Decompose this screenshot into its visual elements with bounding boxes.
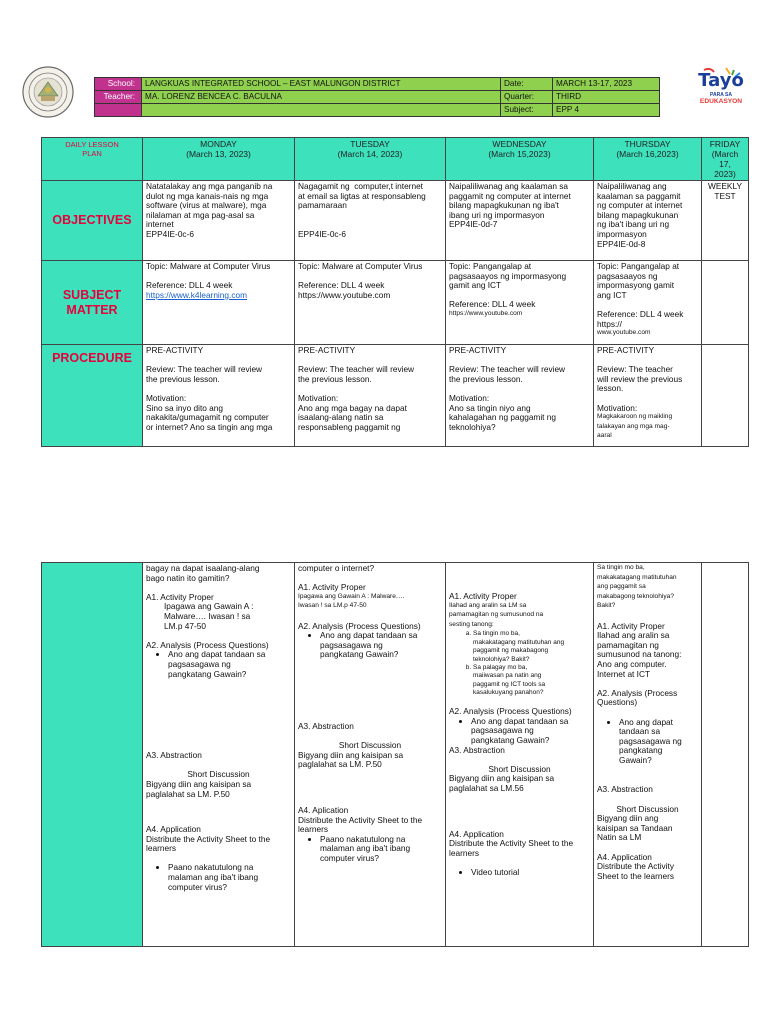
text-line: malaman ang iba't ibang bbox=[168, 872, 259, 883]
dlp-title bbox=[42, 138, 143, 181]
application-list bbox=[146, 863, 291, 892]
text-line: Bigyang diin ang bbox=[597, 813, 659, 824]
topic: gamit ang ICT bbox=[449, 280, 502, 291]
logo-sub-text-2: EDUKASYON bbox=[699, 98, 743, 105]
procedure-continued-wednesday bbox=[446, 563, 594, 947]
text-line: bilang mapagkukunan bbox=[597, 209, 679, 220]
objectives-wednesday bbox=[446, 181, 594, 261]
procedure-continued-thursday bbox=[594, 563, 702, 947]
procedure-friday bbox=[702, 345, 749, 447]
pre-activity-heading: PRE-ACTIVITY bbox=[146, 345, 204, 355]
objectives-friday bbox=[702, 181, 749, 261]
analysis-question bbox=[320, 631, 442, 660]
topic: pagsasaayos ng impormasyong bbox=[449, 270, 567, 281]
text-line: nilalaman at mga pag-asal sa bbox=[146, 209, 255, 220]
application-heading: A4. Aplication bbox=[298, 804, 349, 815]
text-line: at email sa ligtas at responsableng bbox=[298, 190, 426, 201]
text-line: pangkatang Gawain? bbox=[471, 735, 550, 745]
school-name: LANGKUAS INTEGRATED SCHOOL – EAST MALUNGON DISTRICT bbox=[142, 78, 501, 91]
text-line: Ilahad ang aralin sa bbox=[597, 630, 670, 641]
school-seal-icon bbox=[22, 66, 74, 118]
reference-link: https://www.youtube.com bbox=[298, 289, 391, 300]
text-line: internet bbox=[146, 219, 174, 230]
short-discussion: Short Discussion bbox=[616, 803, 679, 814]
text-line: Distribute the Activity Sheet to the bbox=[146, 833, 271, 844]
objectives-tuesday bbox=[295, 181, 446, 261]
pre-activity-heading: PRE-ACTIVITY bbox=[298, 345, 356, 355]
date-label: Date: bbox=[501, 78, 553, 91]
day-name: THURSDAY bbox=[624, 139, 671, 149]
subject-matter-tuesday bbox=[295, 261, 446, 345]
pre-activity-heading: PRE-ACTIVITY bbox=[449, 345, 507, 355]
text-line: pagsasagawa ng bbox=[471, 725, 534, 736]
text-line: paglalahat sa LM. P.50 bbox=[146, 788, 230, 799]
school-label: School: bbox=[95, 78, 142, 91]
motivation-heading: Motivation: bbox=[298, 392, 339, 403]
application-list bbox=[298, 835, 442, 864]
school-info-table bbox=[94, 77, 660, 117]
analysis-list bbox=[449, 717, 590, 746]
day-date: (March 15,2023) bbox=[488, 149, 551, 159]
text-line: kahalagahan ng paggamit ng bbox=[449, 412, 557, 423]
text-line: Naipaliliwanag ang kaalaman sa bbox=[449, 181, 568, 191]
text-line: paglalahat sa LM. P.50 bbox=[298, 759, 382, 770]
text-line: pangkatang bbox=[619, 745, 663, 756]
text-line: computer virus? bbox=[168, 881, 228, 892]
text-line: ng iba't ibang uri ng bbox=[597, 219, 670, 230]
topic: Topic: Malware at Computer Virus bbox=[146, 261, 271, 271]
abstraction-heading: A3. Abstraction bbox=[449, 744, 505, 755]
activity-questions-list bbox=[449, 630, 590, 697]
analysis-heading-cont: Questions) bbox=[597, 697, 638, 708]
day-header-wednesday bbox=[446, 138, 594, 181]
motivation-heading: Motivation: bbox=[597, 402, 638, 413]
teacher-label: Teacher: bbox=[95, 91, 142, 104]
short-discussion: Short Discussion bbox=[187, 769, 250, 780]
quarter-label: Quarter: bbox=[501, 91, 553, 104]
text-line: Bigyang diin ang kaisipan sa bbox=[449, 773, 555, 784]
text-line: Ipagawa ang Gawain A : Malware…. bbox=[298, 592, 405, 600]
logo-main-text: Tayo bbox=[698, 70, 744, 91]
quarter-value: THIRD bbox=[553, 91, 660, 104]
motivation-heading: Motivation: bbox=[449, 392, 490, 403]
text-line: dulot ng mga kanais-nais ng mga bbox=[146, 190, 269, 201]
text-line: Bakit? bbox=[597, 602, 616, 610]
short-discussion: Short Discussion bbox=[488, 763, 551, 774]
text-line: teknolohiya? Bakit? bbox=[473, 655, 530, 663]
text-line: sumusunod na tanong: bbox=[597, 649, 682, 660]
weekly-test-line: TEST bbox=[714, 190, 736, 201]
dlp-title-line-2: PLAN bbox=[82, 149, 102, 158]
text-line: Ano ang mga bagay na dapat bbox=[298, 402, 407, 413]
text-line: kaalaman sa paggamit bbox=[597, 190, 681, 201]
day-header-friday bbox=[702, 138, 749, 181]
procedure-continued-monday bbox=[143, 563, 295, 947]
text-line: responsableng paggamit ng bbox=[298, 421, 401, 432]
application-heading: A4. Application bbox=[449, 828, 504, 839]
text-line: Bigyang diin ang kaisipan sa bbox=[298, 749, 404, 760]
analysis-question bbox=[471, 717, 590, 746]
analysis-heading: A2. Analysis (Process bbox=[597, 687, 678, 698]
day-name: TUESDAY bbox=[350, 139, 390, 149]
logo-sub-text-1: PARA SA bbox=[710, 92, 732, 98]
text-line: pagsasagawa ng bbox=[619, 735, 682, 746]
analysis-list bbox=[298, 631, 442, 660]
reference: Reference: DLL 4 week bbox=[146, 280, 233, 291]
abstraction-heading: A3. Abstraction bbox=[597, 784, 653, 795]
text-line: learners bbox=[146, 843, 176, 854]
text-line: or internet? Ano sa tingin ang mga bbox=[146, 421, 273, 432]
text-line: computer virus? bbox=[320, 852, 380, 863]
text-line: Review: The teacher will review bbox=[298, 364, 415, 375]
competency-code: EPP4IE-0c-6 bbox=[146, 228, 194, 239]
text-line: learners bbox=[449, 847, 479, 858]
competency-code: EPP4IE-0d-8 bbox=[597, 238, 646, 249]
text-line: bagay na dapat isaalang-alang bbox=[146, 563, 260, 573]
text-line: Sa palagay mo ba, bbox=[473, 664, 528, 671]
text-line: Review: The teacher will review bbox=[146, 364, 263, 375]
activity-proper-heading: A1. Activity Proper bbox=[597, 620, 665, 631]
text-line: aaral bbox=[597, 432, 612, 440]
day-header-monday bbox=[143, 138, 295, 181]
text-line: Ano ang dapat bbox=[619, 716, 673, 727]
text-line: pamamaraan bbox=[298, 200, 347, 211]
text-line: ibang uri ng impormasyon bbox=[449, 209, 545, 220]
procedure-monday bbox=[143, 345, 295, 447]
text-line: pangkatang Gawain? bbox=[168, 668, 247, 679]
text-line: maiiwasan pa natin ang bbox=[473, 672, 542, 680]
procedure-label: PROCEDURE bbox=[42, 345, 143, 447]
subject-matter-monday bbox=[143, 261, 295, 345]
day-header-tuesday bbox=[295, 138, 446, 181]
activity-question bbox=[473, 630, 590, 664]
activity-proper-heading: A1. Activity Proper bbox=[298, 582, 366, 593]
teacher-name: MA. LORENZ BENCEA C. BACULNA bbox=[142, 91, 501, 104]
text-line: Sheet to the learners bbox=[597, 870, 675, 881]
text-line: Ano ang dapat tandaan sa bbox=[471, 715, 569, 726]
day-date: (March 17, bbox=[711, 149, 739, 169]
activity-proper-heading: A1. Activity Proper bbox=[146, 591, 214, 602]
topic: pagsasaayos ng bbox=[597, 270, 658, 281]
activity-proper-heading: A1. Activity Proper bbox=[449, 591, 517, 601]
label-line: SUBJECT bbox=[62, 287, 122, 302]
text-line: will review the previous bbox=[597, 373, 683, 384]
text-line: Bigyang diin ang kaisipan sa bbox=[146, 778, 252, 789]
text-line: makabagong teknolohiya? bbox=[597, 592, 674, 600]
analysis-list bbox=[146, 650, 291, 679]
application-heading: A4. Application bbox=[146, 824, 201, 835]
text-line: Ipagawa ang Gawain A : bbox=[164, 601, 254, 612]
text-line: Ano ang dapat tandaan sa bbox=[168, 649, 266, 660]
competency-code: EPP4IE-0d-7 bbox=[449, 219, 498, 230]
text-line: Sa tingin mo ba, bbox=[597, 564, 645, 571]
application-question bbox=[320, 835, 442, 864]
topic: Topic: Pangangalap at bbox=[449, 261, 532, 271]
short-discussion: Short Discussion bbox=[338, 740, 402, 751]
subject-value: EPP 4 bbox=[553, 104, 660, 117]
text-line: ng computer at internet bbox=[597, 200, 683, 211]
subject-matter-thursday bbox=[594, 261, 702, 345]
procedure-wednesday bbox=[446, 345, 594, 447]
reference: Reference: DLL 4 week bbox=[449, 299, 536, 310]
text-line: Sa tingin mo ba, bbox=[473, 630, 520, 638]
text-line: nakakita/gumagamit ng computer bbox=[146, 412, 269, 423]
text-line: paglalahat sa LM.56 bbox=[449, 782, 524, 793]
text-line: learners bbox=[298, 824, 328, 835]
blank-value-cell bbox=[142, 104, 501, 117]
application-heading: A4. Application bbox=[597, 851, 652, 862]
text-line: Internet at ICT bbox=[597, 668, 651, 679]
tayo-logo bbox=[696, 66, 746, 118]
application-item: • Video tutorial bbox=[471, 868, 590, 878]
pre-activity-heading: PRE-ACTIVITY bbox=[597, 345, 655, 355]
text-line: bago natin ito gamitin? bbox=[146, 572, 230, 583]
day-name: FRIDAY bbox=[709, 139, 741, 149]
activity-question bbox=[473, 664, 590, 698]
text-line: pagsasagawa ng bbox=[320, 639, 383, 650]
reference-link: www.youtube.com bbox=[597, 329, 651, 337]
subject-matter-label bbox=[42, 261, 143, 345]
application-question bbox=[168, 863, 291, 892]
text-line: Gawain? bbox=[619, 754, 652, 765]
lesson-plan-table-top bbox=[41, 137, 749, 447]
text-line: pagsasagawa ng bbox=[168, 658, 231, 669]
text-line: Malware…. Iwasan ! sa bbox=[164, 610, 251, 621]
text-line: Magkakaroon ng maikling bbox=[597, 413, 673, 421]
reference: Reference: DLL 4 week bbox=[597, 308, 684, 319]
text-line: Natatalakay ang mga panganib na bbox=[146, 181, 273, 191]
subject-matter-friday bbox=[702, 261, 749, 345]
blank-label-cell bbox=[95, 104, 142, 117]
date-value: MARCH 13-17, 2023 bbox=[553, 78, 660, 91]
reference: Reference: DLL 4 week bbox=[298, 280, 385, 291]
text-line: Ano sa tingin niyo ang bbox=[449, 402, 531, 413]
text-line: pangkatang Gawain? bbox=[320, 649, 399, 660]
dlp-title-line-1: DAILY LESSON bbox=[65, 140, 119, 149]
objectives-thursday bbox=[594, 181, 702, 261]
text-line: computer o internet? bbox=[298, 563, 375, 573]
analysis-list bbox=[597, 718, 698, 766]
text-line: impormasyon bbox=[597, 228, 647, 239]
analysis-heading: A2. Analysis (Process Questions) bbox=[449, 706, 572, 717]
topic: ang ICT bbox=[597, 289, 627, 300]
text-line: Ilahad ang aralin sa LM sa bbox=[449, 601, 527, 609]
text-line: makakatagang matitutuhan bbox=[597, 573, 677, 581]
analysis-question bbox=[168, 650, 291, 679]
text-line: Distribute the Activity Sheet to the bbox=[449, 838, 574, 849]
text-line: isaalang-alang natin sa bbox=[298, 412, 384, 423]
text-line: Distribute the Activity Sheet to the bbox=[298, 814, 423, 825]
text-line: talakayan ang mga mag- bbox=[597, 422, 670, 430]
text-line: kaisipan sa Tandaan bbox=[597, 822, 673, 833]
text-line: Nagagamit ng computer,t internet bbox=[298, 181, 423, 191]
text-line: paggamit ng makabagong bbox=[473, 647, 549, 655]
topic: Topic: Pangangalap at bbox=[597, 261, 680, 271]
text-line: Review: The teacher bbox=[597, 364, 673, 375]
continued-side-cell bbox=[42, 563, 143, 947]
text-line: Naipaliliwanag ang bbox=[597, 181, 667, 191]
procedure-tuesday bbox=[295, 345, 446, 447]
text-line: Paano nakatutulong na bbox=[168, 862, 254, 873]
day-date: (March 13, 2023) bbox=[186, 149, 251, 159]
label-line: MATTER bbox=[66, 302, 118, 317]
text-line: Sino sa inyo dito ang bbox=[146, 402, 224, 413]
text-line: teknolohiya? bbox=[449, 421, 496, 432]
procedure-continued-friday bbox=[702, 563, 749, 947]
text-line: the previous lesson. bbox=[298, 373, 372, 384]
topic: Topic: Malware at Computer Virus bbox=[298, 261, 423, 271]
reference-link[interactable]: https://www.k4learning.com bbox=[146, 289, 247, 300]
competency-code: EPP4IE-0c-6 bbox=[298, 228, 346, 239]
reference-link: https:// bbox=[597, 318, 622, 329]
weekly-test-line: WEEKLY bbox=[708, 181, 742, 191]
day-date: (March 14, 2023) bbox=[337, 149, 403, 159]
analysis-heading: A2. Analysis (Process Questions) bbox=[146, 639, 269, 650]
subject-matter-wednesday bbox=[446, 261, 594, 345]
abstraction-heading: A3. Abstraction bbox=[146, 750, 202, 761]
text-line: software (virus at malware), mga bbox=[146, 200, 267, 211]
analysis-question bbox=[619, 718, 698, 766]
text-line: paggamit ng computer at internet bbox=[449, 190, 571, 201]
text-line: pamamagitan ng bbox=[597, 639, 659, 650]
objectives-monday bbox=[143, 181, 295, 261]
procedure-thursday bbox=[594, 345, 702, 447]
text-line: LM.p 47-50 bbox=[164, 620, 206, 631]
abstraction-heading: A3. Abstraction bbox=[298, 720, 354, 731]
text-line: the previous lesson. bbox=[449, 373, 523, 384]
text-line: sesting tanong: bbox=[449, 620, 494, 628]
text-line: kasalukuyang panahon? bbox=[473, 689, 544, 697]
day-header-thursday bbox=[594, 138, 702, 181]
text-line: makakatagang matitutuhan ang bbox=[473, 638, 565, 646]
lesson-plan-table-continued bbox=[41, 562, 749, 947]
day-name: WEDNESDAY bbox=[492, 139, 547, 149]
text-line: Natin sa LM bbox=[597, 832, 642, 843]
reference-link: https://www.youtube.com bbox=[449, 309, 523, 317]
text-line: tandaan sa bbox=[619, 726, 661, 737]
text-line: paggamit ng ICT tools sa bbox=[473, 680, 546, 688]
objectives-label: OBJECTIVES bbox=[42, 181, 143, 261]
text-line: bilang mapagkukunan ng iba't bbox=[449, 200, 559, 211]
text-line: pamamagitan ng sumusunod na bbox=[449, 611, 544, 619]
text-line: lesson. bbox=[597, 383, 624, 394]
subject-label: Subject: bbox=[501, 104, 553, 117]
text-line: the previous lesson. bbox=[146, 373, 220, 384]
day-date: (March 16,2023) bbox=[616, 149, 679, 159]
motivation-heading: Motivation: bbox=[146, 392, 187, 403]
analysis-heading: A2. Analysis (Process Questions) bbox=[298, 620, 421, 631]
text-line: malaman ang iba't ibang bbox=[320, 843, 411, 854]
text-line: Ano ang dapat tandaan sa bbox=[320, 630, 418, 641]
text-line: Ano ang computer. bbox=[597, 658, 667, 669]
procedure-continued-tuesday bbox=[295, 563, 446, 947]
day-name: MONDAY bbox=[200, 139, 237, 149]
text-line: Distribute the Activity bbox=[597, 861, 675, 872]
topic: impormasyong gamit bbox=[597, 280, 675, 291]
text-line: Iwasan ! sa LM.p 47-50 bbox=[298, 602, 367, 610]
day-date: 2023) bbox=[714, 169, 736, 179]
text-line: Paano nakatutulong na bbox=[320, 833, 406, 844]
text-line: ang paggamit sa bbox=[597, 583, 646, 591]
text-line: Review: The teacher will review bbox=[449, 364, 566, 375]
application-list bbox=[449, 868, 590, 878]
